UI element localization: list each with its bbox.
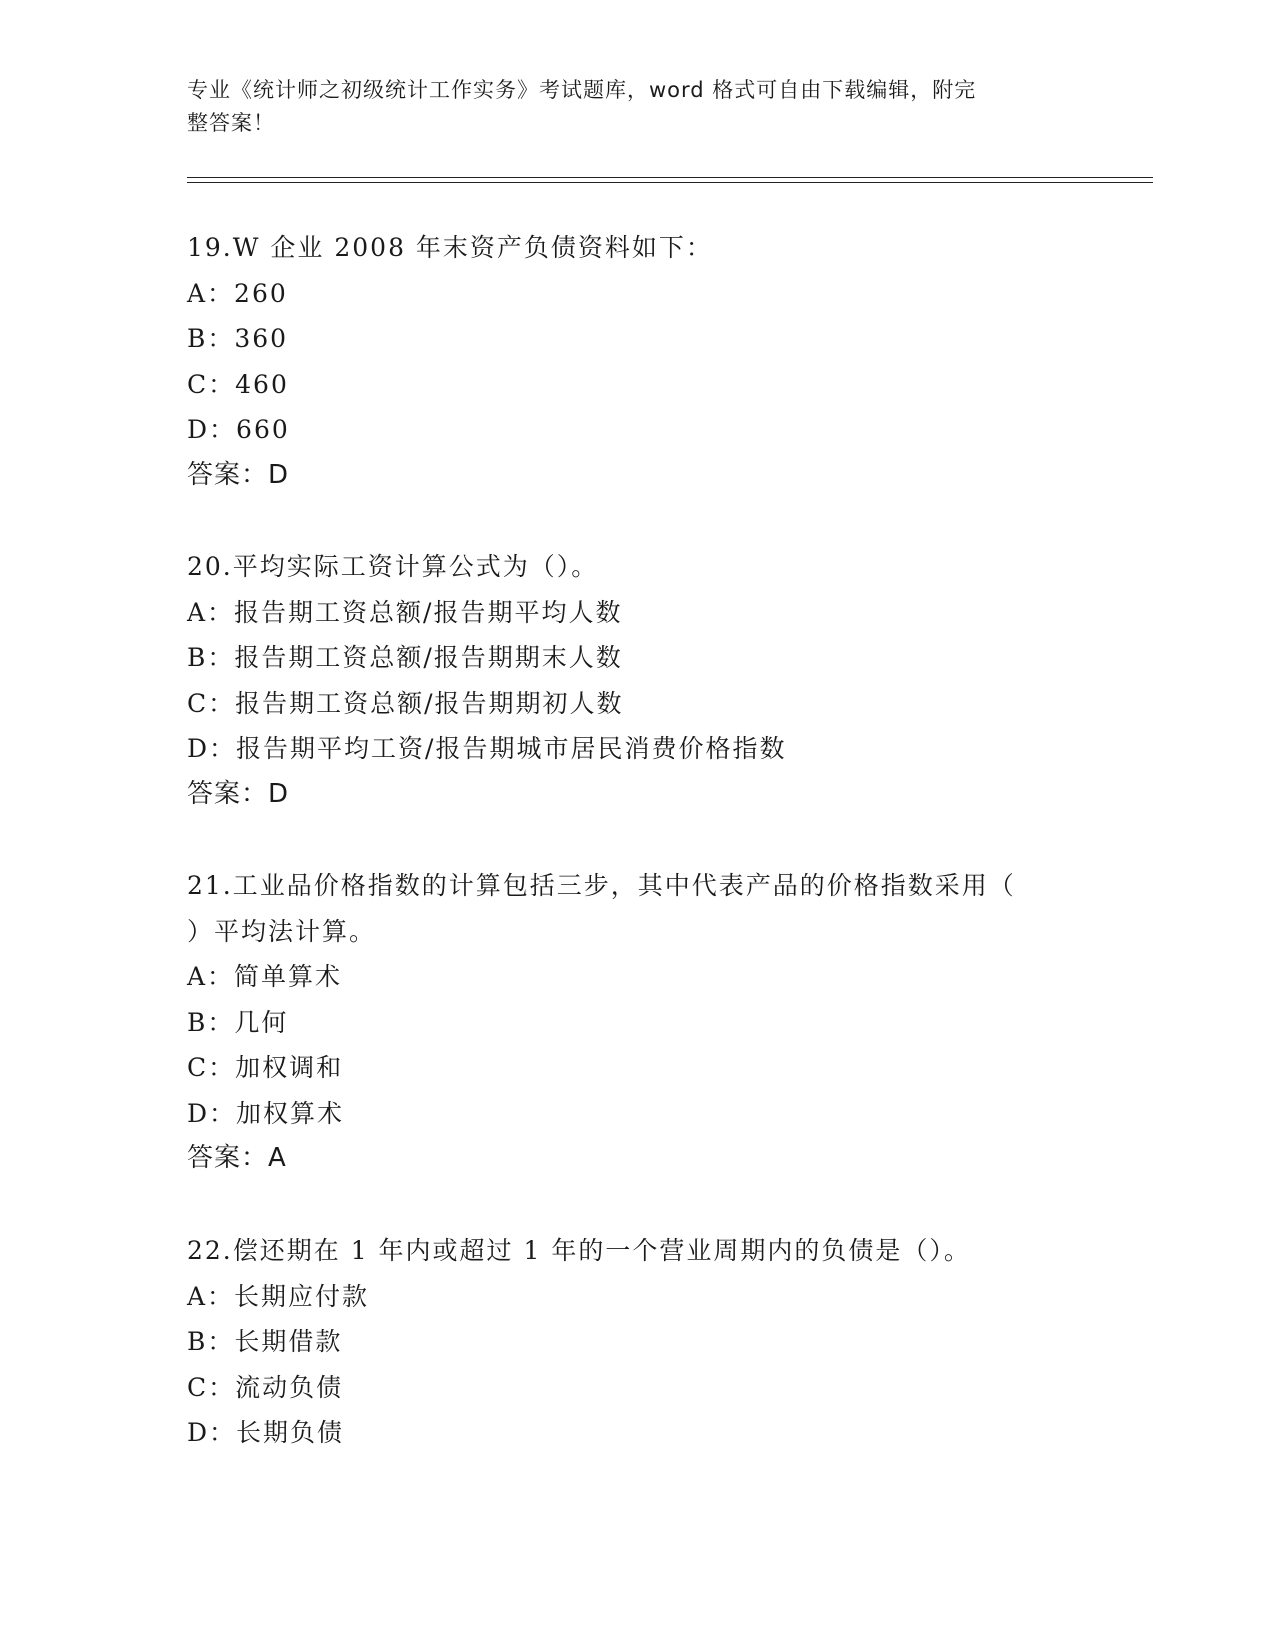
question-title: 20.平均实际工资计算公式为（）。 bbox=[187, 552, 599, 581]
question-20 bbox=[187, 544, 1087, 817]
question-title: 19.W 企业 2008 年末资产负债资料如下： bbox=[187, 233, 713, 262]
option-d: D：报告期平均工资/报告期城市居民消费价格指数 bbox=[187, 734, 787, 763]
option-d: D：长期负债 bbox=[187, 1418, 345, 1447]
option-b: B：报告期工资总额/报告期期末人数 bbox=[187, 643, 623, 672]
header-line-2: 整答案！ bbox=[187, 111, 275, 135]
option-c: C：流动负债 bbox=[187, 1372, 344, 1402]
option-b: B：长期借款 bbox=[187, 1327, 343, 1356]
header-divider-bottom bbox=[187, 182, 1153, 183]
option-a: A：报告期工资总额/报告期平均人数 bbox=[187, 597, 623, 627]
option-c: C：报告期工资总额/报告期期初人数 bbox=[187, 688, 624, 718]
document-header bbox=[187, 74, 1067, 140]
option-a: A：简单算术 bbox=[187, 962, 343, 991]
option-a: A：长期应付款 bbox=[187, 1281, 370, 1311]
answer-text: 答案：D bbox=[187, 459, 290, 490]
option-c: C：460 bbox=[187, 369, 289, 399]
question-title-line-1: 21.工业品价格指数的计算包括三步，其中代表产品的价格指数采用（ bbox=[187, 871, 1016, 900]
option-d: D：660 bbox=[187, 415, 290, 444]
option-a: A：260 bbox=[187, 278, 288, 308]
header-divider-top bbox=[187, 177, 1153, 178]
option-c: C：加权调和 bbox=[187, 1053, 344, 1082]
question-22 bbox=[187, 1228, 1087, 1456]
header-line-1: 专业《统计师之初级统计工作实务》考试题库，word 格式可自由下载编辑，附完 bbox=[187, 78, 977, 102]
answer-text: 答案：A bbox=[187, 1143, 287, 1173]
question-19 bbox=[187, 225, 1087, 498]
question-title-line-2: ）平均法计算。 bbox=[187, 916, 377, 946]
question-title: 22.偿还期在 1 年内或超过 1 年的一个营业周期内的负债是（）。 bbox=[187, 1236, 971, 1265]
question-21 bbox=[187, 863, 1087, 1182]
option-d: D：加权算术 bbox=[187, 1098, 345, 1128]
option-b: B：几何 bbox=[187, 1007, 289, 1037]
option-b: B：360 bbox=[187, 324, 289, 353]
answer-text: 答案：D bbox=[187, 778, 290, 809]
